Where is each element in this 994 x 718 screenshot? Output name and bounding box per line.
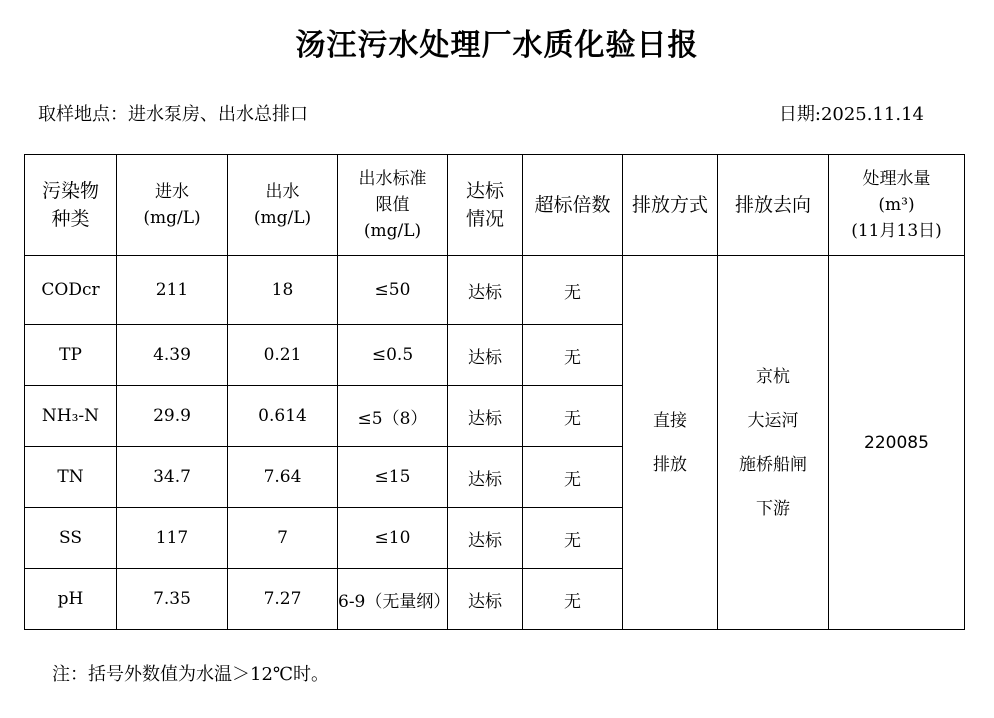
table-row: [25, 256, 965, 325]
water-quality-table: [24, 154, 965, 630]
effluent-value: 0.614: [228, 386, 338, 447]
exceed-multiple: 无: [523, 386, 623, 447]
limit-value: ≤10: [338, 508, 448, 569]
pollutant-name: SS: [25, 508, 117, 569]
exceed-multiple: 无: [523, 256, 623, 325]
exceed-multiple: 无: [523, 447, 623, 508]
header-discharge-destination: 排放去向: [718, 155, 829, 256]
header-exceed: 超标倍数: [523, 155, 623, 256]
exceed-multiple: 无: [523, 569, 623, 630]
limit-value: ≤5（8）: [338, 386, 448, 447]
compliance-status: 达标: [448, 386, 523, 447]
discharge-destination: 京杭 大运河 施桥船闸 下游: [718, 256, 829, 630]
limit-value: ≤50: [338, 256, 448, 325]
header-limit: 出水标准 限值 (mg/L): [338, 155, 448, 256]
treated-volume: 220085: [829, 256, 965, 630]
compliance-status: 达标: [448, 569, 523, 630]
effluent-value: 7.64: [228, 447, 338, 508]
discharge-method: 直接 排放: [623, 256, 718, 630]
pollutant-name: CODcr: [25, 256, 117, 325]
report-date: 日期:2025.11.14: [778, 104, 924, 125]
pollutant-name: NH₃-N: [25, 386, 117, 447]
pollutant-name: TP: [25, 325, 117, 386]
report-title: 汤汪污水处理厂水质化验日报: [295, 28, 699, 63]
influent-value: 211: [117, 256, 228, 325]
compliance-status: 达标: [448, 508, 523, 569]
effluent-value: 7.27: [228, 569, 338, 630]
influent-value: 7.35: [117, 569, 228, 630]
exceed-multiple: 无: [523, 325, 623, 386]
header-volume: 处理水量 (m³) (11月13日): [829, 155, 965, 256]
effluent-value: 0.21: [228, 325, 338, 386]
limit-value: ≤15: [338, 447, 448, 508]
header-effluent: 出水 (mg/L): [228, 155, 338, 256]
compliance-status: 达标: [448, 447, 523, 508]
influent-value: 34.7: [117, 447, 228, 508]
compliance-status: 达标: [448, 325, 523, 386]
compliance-status: 达标: [448, 256, 523, 325]
pollutant-name: pH: [25, 569, 117, 630]
header-row: [25, 155, 965, 256]
influent-value: 29.9: [117, 386, 228, 447]
header-discharge-method: 排放方式: [623, 155, 718, 256]
limit-value: 6-9（无量纲）: [338, 569, 448, 630]
effluent-value: 7: [228, 508, 338, 569]
sampling-location: 取样地点：进水泵房、出水总排口: [38, 104, 308, 125]
effluent-value: 18: [228, 256, 338, 325]
limit-value: ≤0.5: [338, 325, 448, 386]
exceed-multiple: 无: [523, 508, 623, 569]
pollutant-name: TN: [25, 447, 117, 508]
header-compliance: 达标 情况: [448, 155, 523, 256]
header-pollutant: 污染物 种类: [25, 155, 117, 256]
footnote: 注：括号外数值为水温＞12℃时。: [52, 664, 330, 685]
influent-value: 117: [117, 508, 228, 569]
influent-value: 4.39: [117, 325, 228, 386]
header-influent: 进水 (mg/L): [117, 155, 228, 256]
